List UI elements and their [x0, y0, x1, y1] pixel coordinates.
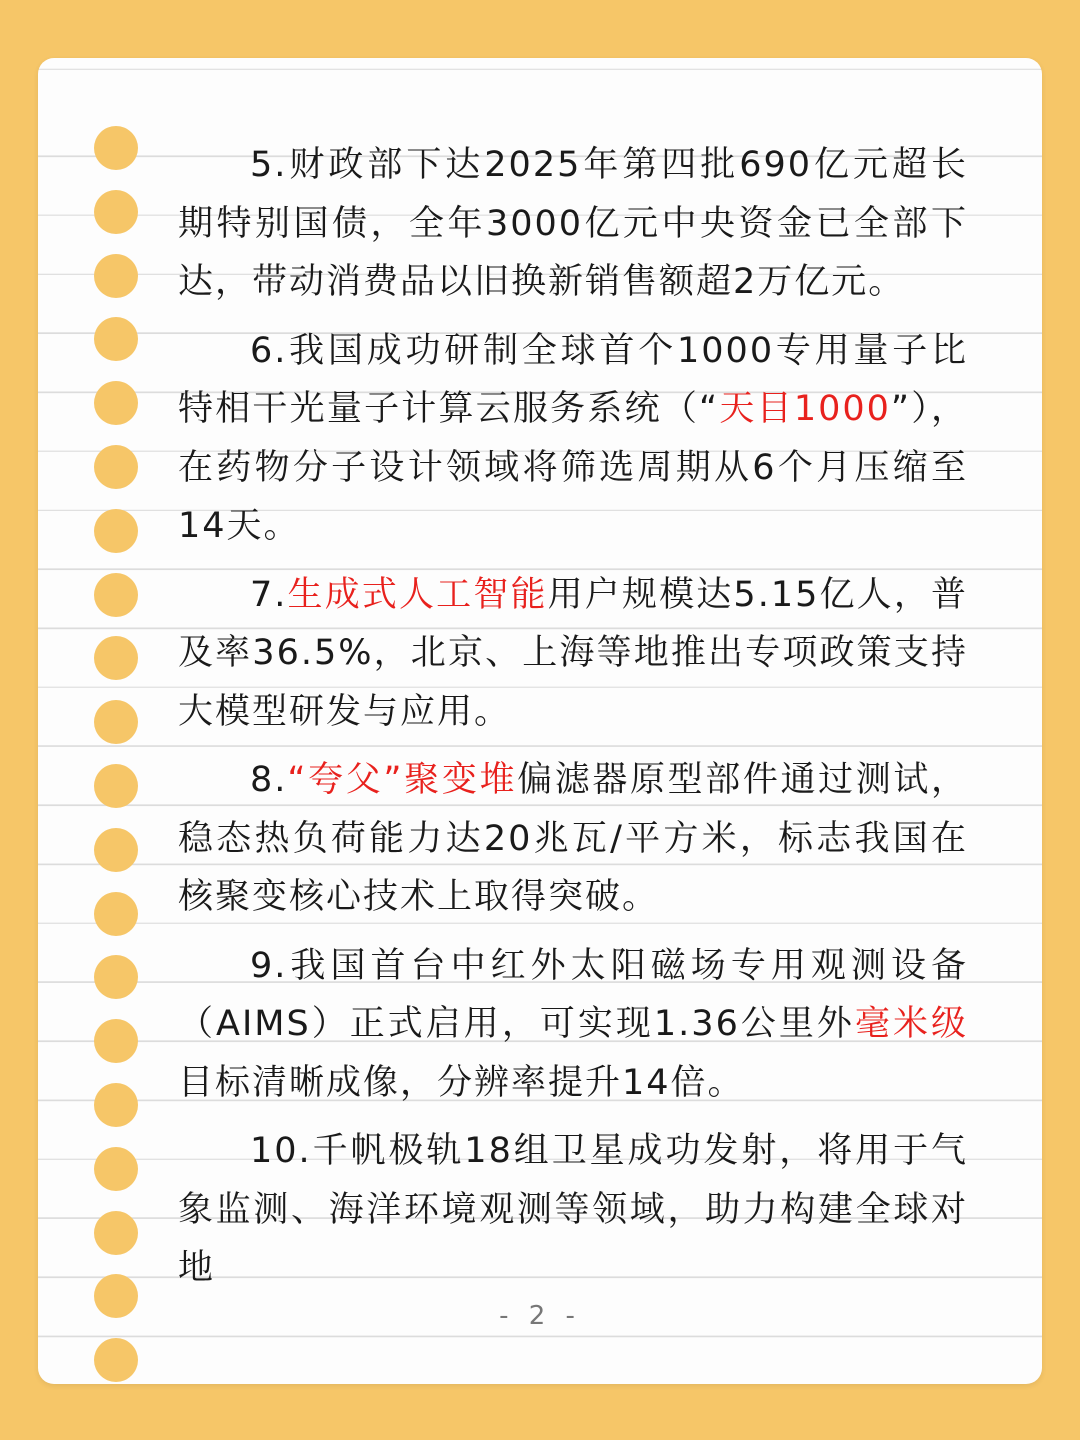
body-text: 偏滤器原型部件通过测试，稳态热负荷能力达20兆瓦/平方米，标志我国在核聚变核心技术上取得突破。 [178, 760, 968, 917]
body-text: 8. [250, 760, 288, 800]
binder-hole [94, 381, 138, 425]
binder-hole [94, 254, 138, 298]
body-text: 10.千帆极轨18组卫星成功发射，将用于气象监测、海洋环境观测等领域，助力构建全球对地 [178, 1131, 968, 1288]
binder-hole [94, 892, 138, 936]
binder-hole [94, 126, 138, 170]
news-item-10 [178, 1122, 968, 1298]
binder-hole [94, 445, 138, 489]
binder-hole [94, 955, 138, 999]
body-text: 用户规模达5.15亿人，普及率36.5%，北京、上海等地推出专项政策支持大模型研发与应用。 [178, 574, 968, 732]
highlight-text: 毫米级 [854, 1004, 968, 1044]
page-number: - 2 - [499, 1301, 581, 1331]
binder-hole [94, 1211, 138, 1255]
binder-hole [94, 764, 138, 808]
news-item-7 [178, 566, 968, 742]
binder-hole [94, 1147, 138, 1191]
body-text: 7. [250, 574, 288, 615]
news-item-5 [178, 136, 968, 312]
binder-hole [94, 190, 138, 234]
binder-hole [94, 573, 138, 617]
highlight-text: “夸父”聚变堆 [287, 760, 518, 800]
binder-hole [94, 1338, 138, 1382]
body-text: 5.财政部下达2025年第四批690亿元超长期特别国债，全年3000亿元中央资金已全部下达，带动消费品以旧换新销售额超2万亿元。 [178, 145, 968, 302]
body-text: 6.我国成功研制全球首个1000专用量子比特相干光量子计算云服务系统（“ [178, 330, 968, 429]
binder-hole [94, 636, 138, 680]
binder-hole [94, 1019, 138, 1063]
news-item-6 [178, 322, 968, 556]
binder-hole [94, 1083, 138, 1127]
highlight-text: 天目1000 [719, 389, 891, 429]
article-body [178, 136, 968, 1308]
binder-hole [94, 317, 138, 361]
body-text: 目标清晰成像，分辨率提升14倍。 [178, 1062, 745, 1103]
highlight-text: 生成式人工智能 [287, 574, 548, 615]
news-item-8 [178, 751, 968, 927]
binder-hole [94, 828, 138, 872]
binder-hole [94, 509, 138, 553]
body-text: 9.我国首台中红外太阳磁场专用观测设备（AIMS）正式启用，可实现1.36公里外 [178, 945, 968, 1044]
body-text: ”），在药物分子设计领域将筛选周期从6个月压缩至14天。 [178, 389, 968, 546]
notebook-page [38, 58, 1042, 1384]
binder-hole [94, 700, 138, 744]
news-item-9 [178, 937, 968, 1113]
